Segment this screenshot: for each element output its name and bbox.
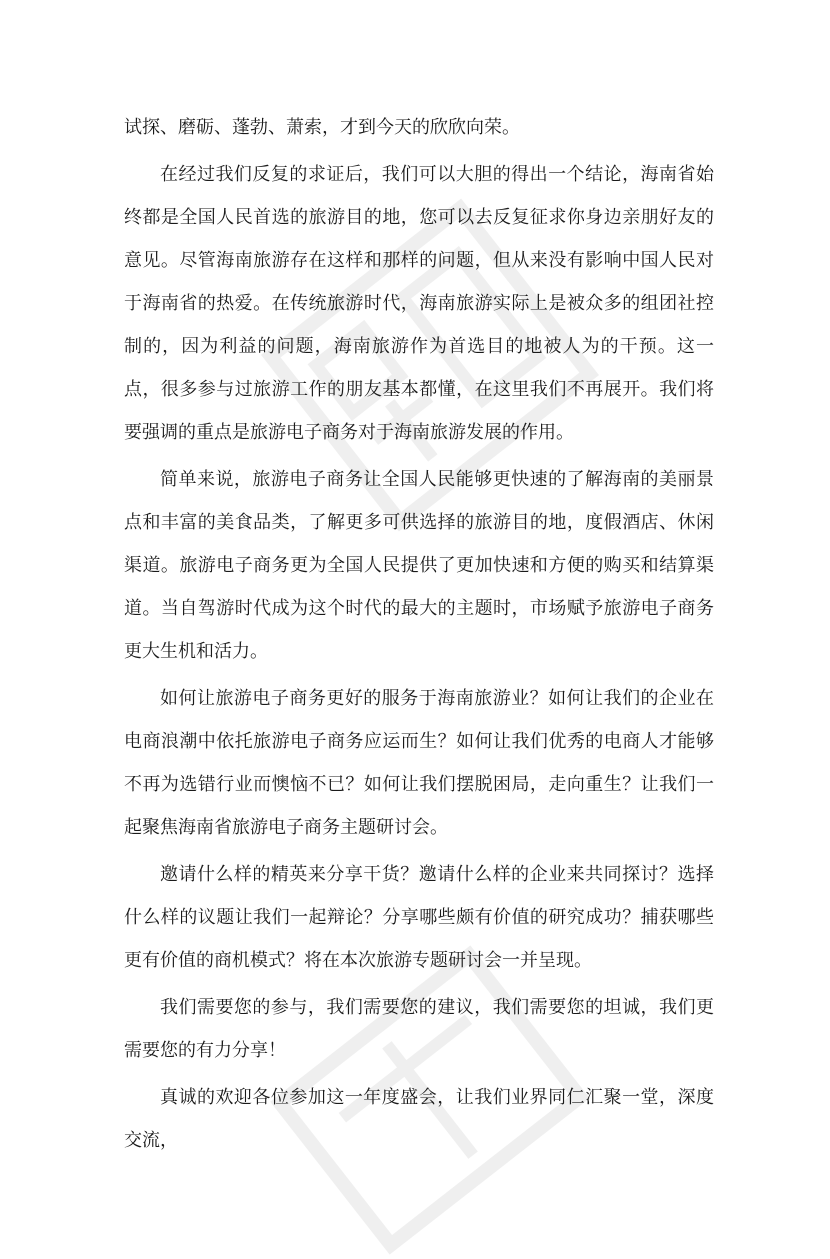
paragraph: 我们需要您的参与，我们需要您的建议，我们需要您的坦诚，我们更需要您的有力分享！ (124, 997, 714, 1061)
paragraph: 在经过我们反复的求证后，我们可以大胆的得出一个结论，海南省始终都是全国人民首选的旅游目的地，您可以去反复征求你身边亲朋好友的意见。尽管海南旅游存在这样和那样的问题，但从来没有影响中国人民对于海南省的热爱。在传统旅游时代，海南旅游实际上是被众多的组团社控制的，因为利益的问题，海南旅游作为首选目的地被人为的干预。这一点，很多参与过旅游工作的朋友基本都懂，在这里我们不再展开。我们将要强调的重点是旅游电子商务对于海南旅游发展的作用。 (124, 164, 714, 443)
paragraph: 真诚的欢迎各位参加这一年度盛会，让我们业界同仁汇聚一堂，深度交流， (124, 1087, 714, 1151)
paragraph: 邀请什么样的精英来分享干货？邀请什么样的企业来共同探讨？选择什么样的议题让我们一起辩论？分享哪些颇有价值的研究成功？捕获哪些更有价值的商机模式？将在本次旅游专题研讨会一并呈现。 (124, 864, 714, 971)
paragraph-continued: 试探、磨砺、蓬勃、萧索，才到今天的欣欣向荣。 (124, 117, 520, 138)
paragraph: 简单来说，旅游电子商务让全国人民能够更快速的了解海南的美丽景点和丰富的美食品类，了解更多可供选择的旅游目的地，度假酒店、休闲渠道。旅游电子商务更为全国人民提供了更加快速和方便的购买和结算渠道。当自驾游时代成为这个时代的最大的主题时，市场赋予旅游电子商务更大生机和活力。 (124, 469, 714, 662)
document-body (124, 106, 714, 1166)
paragraph: 如何让旅游电子商务更好的服务于海南旅游业？如何让我们的企业在电商浪潮中依托旅游电子商务应运而生？如何让我们优秀的电商人才能够不再为选错行业而懊恼不已？如何让我们摆脱困局，走向重生？让我们一起聚焦海南省旅游电子商务主题研讨会。 (124, 688, 714, 838)
